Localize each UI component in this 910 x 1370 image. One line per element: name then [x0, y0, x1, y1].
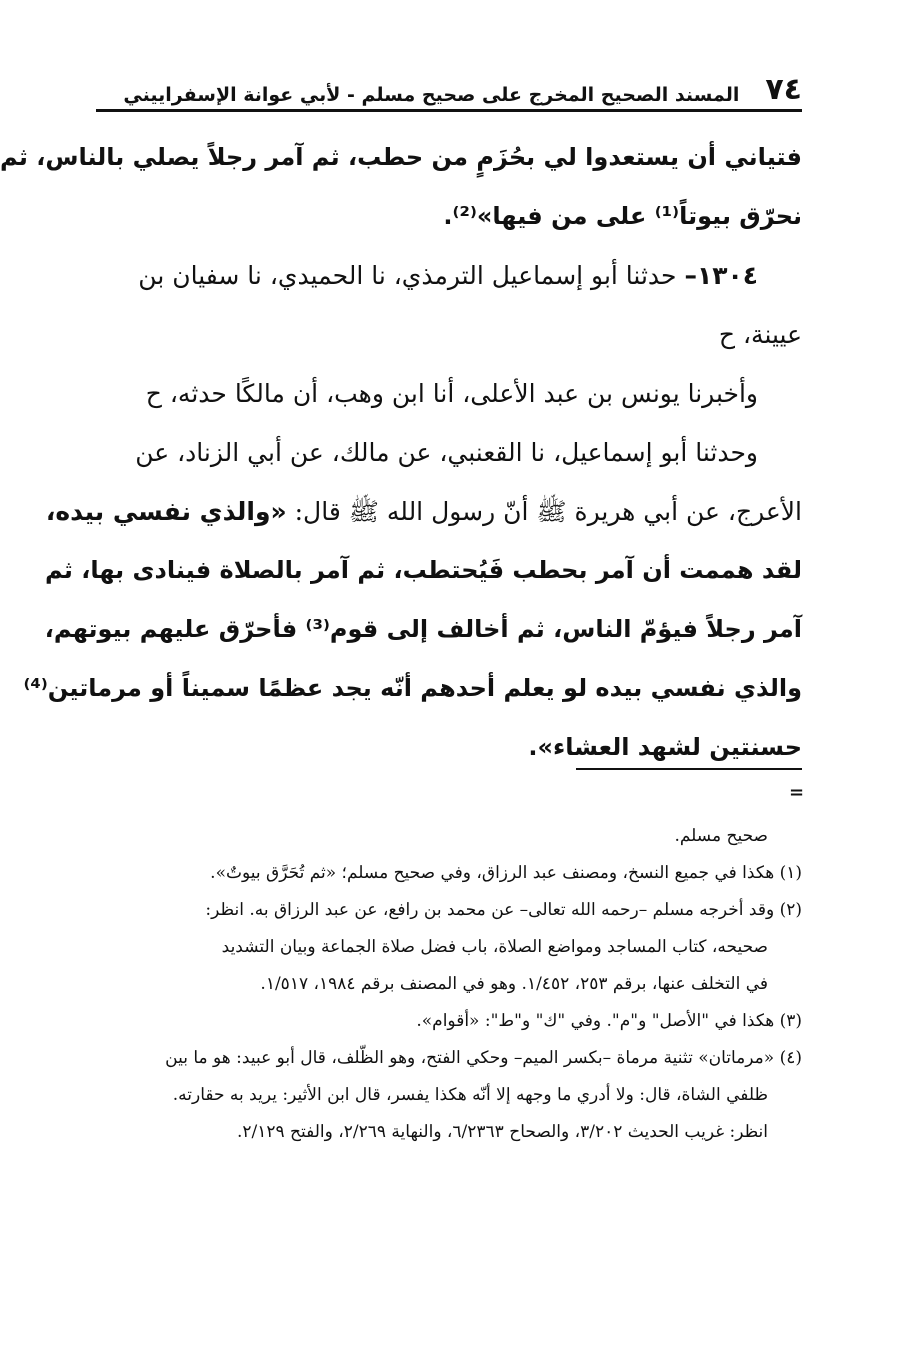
running-title: المسند الصحيح المخرج على صحيح مسلم - لأبي عوانة الإسفراييني	[123, 84, 740, 106]
main-text	[0, 128, 802, 777]
footnote-2: (٢) وقد أخرجه مسلم –رحمه الله تعالى– عن محمد بن رافع، عن عبد الرزاق به. انظر:	[205, 900, 802, 920]
footnote-3: (٣) هكذا في "الأصل" و"م". وفي "ك" و"ط": «أقوام».	[416, 1011, 802, 1031]
text-line: والذي نفسي بيده لو يعلم أحدهم أنّه يجد عظمًا سميناً أو مرماتين⁽⁴⁾	[23, 674, 802, 702]
footnote-4: (٤) «مرماتان» تثنية مرماة –بكسر الميم– وحكي الفتح، وهو الظّلف، قال أبو عبيد: هو ما بين	[165, 1048, 802, 1068]
page-number: ٧٤	[765, 72, 802, 107]
footnote-continuation: صحيح مسلم.	[674, 826, 768, 846]
text-line: وأخبرنا يونس بن عبد الأعلى، أنا ابن وهب، أن مالكًا حدثه، ح	[145, 379, 758, 408]
text-line: نحرّق بيوتاً⁽¹⁾ على من فيها»⁽²⁾.	[443, 202, 802, 230]
isnad-text: الأعرج، عن أبي هريرة ﷺ أنّ رسول الله ﷺ قال:	[286, 497, 802, 526]
page-header	[96, 72, 802, 112]
hadith-number: ١٣٠٤–	[684, 261, 758, 290]
hadith-opening-line	[96, 246, 802, 305]
text-line: حسنتين لشهد العشاء».	[528, 733, 802, 761]
text-line: لقد هممت أن آمر بحطب فَيُحتطب، ثم آمر بالصلاة فينادى بها، ثم	[45, 556, 802, 584]
footnotes	[96, 818, 802, 1151]
text-line: عيينة، ح	[718, 320, 802, 349]
text-line: آمر رجلاً فيؤمّ الناس، ثم أخالف إلى قوم⁽³⁾ فأحرّق عليهم بيوتهم،	[44, 615, 802, 643]
isnad-text: حدثنا أبو إسماعيل الترمذي، نا الحميدي، نا سفيان بن	[138, 261, 685, 290]
footnote-2-line: صحيحه، كتاب المساجد ومواضع الصلاة، باب فضل صلاة الجماعة وبيان التشديد	[221, 937, 768, 957]
text-line: فتياني أن يستعدوا لي بحُزَمٍ من حطب، ثم آمر رجلاً يصلي بالناس، ثم	[0, 143, 802, 171]
footnote-divider	[576, 768, 802, 770]
matn-text: «والذي نفسي بيده،	[45, 497, 287, 526]
footnote-1: (١) هكذا في جميع النسخ، ومصنف عبد الرزاق، وفي صحيح مسلم؛ «ثم تُحَرَّق بيوتٌ».	[210, 863, 802, 883]
text-line	[45, 482, 802, 541]
text-line: وحدثنا أبو إسماعيل، نا القعنبي، عن مالك، عن أبي الزناد، عن	[135, 438, 758, 467]
continuation-mark: =	[789, 782, 805, 803]
footnote-4-line: ظلفي الشاة، قال: ولا أدري ما وجهه إلا أنّه هكذا يفسر، قال ابن الأثير: يريد به حقارته.	[172, 1085, 768, 1105]
footnote-4-line: انظر: غريب الحديث ٣/٢٠٢، والصحاح ٦/٢٣٦٣، والنهاية ٢/٢٦٩، والفتح ٢/١٢٩.	[236, 1122, 768, 1142]
footnote-2-line: في التخلف عنها، برقم ٢٥٣، ١/٤٥٢. وهو في المصنف برقم ١٩٨٤، ١/٥١٧.	[260, 974, 768, 994]
